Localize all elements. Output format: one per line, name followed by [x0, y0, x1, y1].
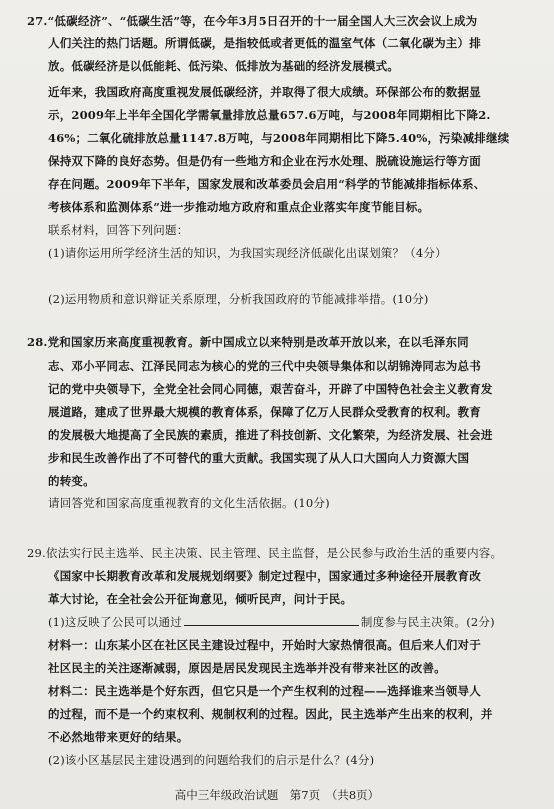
- q27-line-9: 考核体系和监测体系”进一步推动地方政府和重点企业落实年度节能目标。: [48, 200, 430, 214]
- q29-subquestion-1: [48, 614, 495, 630]
- q28-line-6: 步和民生改善作出了不可替代的重大贡献。我国实现了从人口大国向人力资源大国: [48, 451, 470, 465]
- q29-material-2-line-2: 的过程，而不是一个约束权利、规制权利的过程。因此，民主选举产生出来的权利，并: [48, 707, 493, 721]
- q28-line-2: 志、邓小平同志、江泽民同志为核心的党的三代中央领导集体和以胡锦涛同志为总书: [48, 359, 481, 373]
- q28-line-5: 的发展极大地提高了全民族的素质，推进了科技创新、文化繁荣，为经济发展、社会进: [48, 428, 493, 442]
- q27-subquestion-1: (1)请你运用所学经济生活的知识，为我国实现经济低碳化出谋划策？（4分）: [48, 246, 447, 260]
- q29-subquestion-2: (2)该小区基层民主建设遇到的问题给我们的启示是什么？(4分): [48, 753, 375, 767]
- q29-material-2-line-3: 不必然地带来更好的结果。: [48, 730, 189, 744]
- q27-line-3: 放。低碳经济是以低能耗、低污染、低排放为基础的经济发展模式。: [48, 59, 399, 73]
- q29-material-1-line-2: 社区民主的关注逐渐减弱，原因是居民发现民主选举并没有带来社区的改善。: [48, 661, 446, 675]
- q29-line-2: 《国家中长期教育改革和发展规划纲要》制定过程中，国家通过多种途径开展教育改: [48, 569, 481, 583]
- q27-line-6: 46%；二氧化硫排放总量1147.8万吨，与2008年同期相比下降5.40%，污染减排继续: [48, 131, 510, 145]
- q29-sub1-prefix: (1)这反映了公民可以通过: [48, 615, 182, 629]
- q27-subquestion-2: (2)运用物质和意识辩证关系原理，分析我国政府的节能减排举措。(10分): [48, 292, 429, 306]
- q29-line-3: 革大讨论，在全社会公开征询意见，倾听民声，问计于民。: [48, 592, 353, 606]
- q27-line-7: 保持双下降的良好态势。但是仍有一些地方和企业在污水处理、脱硫设施运行等方面: [48, 154, 481, 168]
- q27-line-2: 人们关注的热门话题。所谓低碳，是指较低或者更低的温室气体（二氧化碳为主）排: [48, 36, 481, 50]
- q28-line-3: 记的党中央领导下，全党全社会同心同德，艰苦奋斗，开辟了中国特色社会主义教育发: [48, 382, 493, 396]
- q29-material-1-line-1: 材料一：山东某小区在社区民主建设过程中，开始时大家热情很高。但后来人们对于: [48, 638, 481, 652]
- q29-sub1-suffix: 制度参与民主决策。(2分): [360, 615, 495, 629]
- page-footer: 高中三年级政治试题 第7页 （共8页）: [174, 788, 380, 802]
- q27-line-1: 27.“低碳经济”、“低碳生活”等，在今年3月5日召开的十一届全国人大三次会议上成为: [27, 14, 478, 28]
- q27-prompt: 联系材料，回答下列问题：: [48, 223, 189, 237]
- q27-line-4: 近年来，我国政府高度重视发展低碳经济，并取得了很大成绩。环保部公布的数据显: [48, 85, 481, 99]
- q29-material-2-line-1: 材料二：民主选举是个好东西，但它只是一个产生权利的过程——选择谁来当领导人: [48, 684, 481, 698]
- answer-blank[interactable]: [184, 614, 359, 626]
- q29-line-1: 29.依法实行民主选举、民主决策、民主管理、民主监督，是公民参与政治生活的重要内容。: [27, 546, 503, 560]
- q27-line-8: 存在问题。2009年下半年，国家发展和改革委员会启用“科学的节能减排指标体系、: [48, 177, 486, 191]
- q28-line-1: 28.党和国家历来高度重视教育。新中国成立以来特别是改革开放以来，在以毛泽东同: [27, 335, 469, 349]
- q28-line-7: 的转变。: [48, 474, 95, 488]
- q28-prompt: 请回答党和国家高度重视教育的文化生活依据。(10分): [48, 496, 330, 510]
- q27-line-5: 示，2009年上半年全国化学需氧量排放总量657.6万吨，与2008年同期相比下降2.: [48, 108, 491, 122]
- q28-line-4: 展道路，建成了世界最大规模的教育体系，保障了亿万人民群众受教育的权利。教育: [48, 405, 481, 419]
